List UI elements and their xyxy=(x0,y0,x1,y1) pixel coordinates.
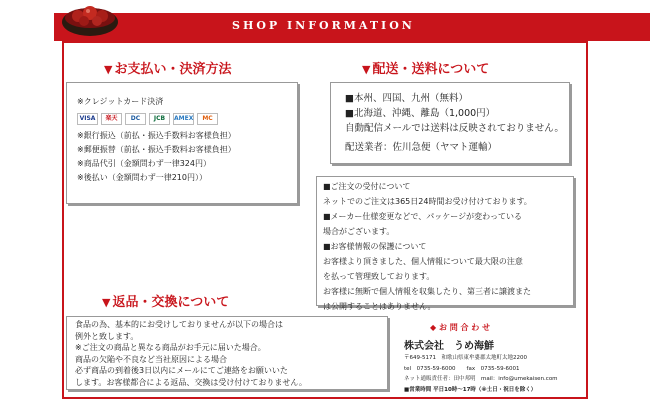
notice-box xyxy=(316,176,574,311)
notice-line: お客様より頂きました、個人情報について最大限の注意 xyxy=(323,257,523,266)
shipping-mainland: ■本州、四国、九州（無料） xyxy=(345,93,468,104)
returns-line: 必ず商品の到着後3日以内にメールにてご連絡をお願いいた xyxy=(75,366,288,375)
mastercard-logo: MC xyxy=(197,113,218,125)
shipping-title-text: 配送・送料について xyxy=(372,62,490,77)
shipping-box xyxy=(330,82,570,164)
notice-line: ネットでのご注文は365日24時間お受け付けております。 xyxy=(323,197,532,206)
returns-line: 商品の欠陥や不良など当社原因による場合 xyxy=(75,354,227,364)
returns-title-text: 返品・交換について xyxy=(112,295,230,310)
returns-box xyxy=(66,316,388,390)
shipping-remote: ■北海道、沖縄、離島（1,000円） xyxy=(345,108,496,119)
payment-box xyxy=(66,82,298,204)
company-name: 株式会社 うめ海鮮 xyxy=(404,341,494,352)
notice-line: は公開することはありません。 xyxy=(323,302,436,311)
company-address: 〒649-5171 和歌山県東牟婁郡太地町太地2200 xyxy=(404,355,527,361)
umeboshi-bowl-icon xyxy=(60,0,120,38)
payment-line: ※郵便振替（前払・振込手数料お客様負担） xyxy=(77,145,236,154)
shipping-carrier: 配送業者：佐川急便（ヤマト運輸） xyxy=(345,142,498,153)
shipping-note: 自動配信メールでは送料は反映されておりません。 xyxy=(345,123,564,134)
rakuten-logo: 楽天 xyxy=(101,113,122,125)
payment-line: ※商品代引（金額問わず一律324円） xyxy=(77,159,211,168)
returns-line: します。お客様都合による返品、交換は受け付けておりません。 xyxy=(75,377,307,387)
notice-line: を払って管理致しております。 xyxy=(323,272,435,281)
notice-line: ■お客様情報の保護について xyxy=(323,242,427,251)
page-title: SHOP INFORMATION xyxy=(232,19,415,32)
returns-line: ※ご注文の商品と異なる商品がお手元に届いた場合。 xyxy=(75,343,266,352)
triangle-down-icon: ▼ xyxy=(102,296,111,309)
notice-line: ■ご注文の受付について xyxy=(323,182,411,191)
company-hours: ■営業時間 平日10時～17時（※土日・祝日を除く） xyxy=(404,386,537,393)
payment-line: ※後払い（金額問わず一律210円）） xyxy=(77,173,207,182)
returns-section-title xyxy=(102,291,229,310)
returns-line: 例外と致します。 xyxy=(75,331,139,341)
payment-section-title xyxy=(104,58,231,77)
payment-line: ※銀行振込（前払・振込手数料お客様負担） xyxy=(77,131,236,140)
triangle-down-icon: ▼ xyxy=(362,63,371,76)
shipping-section-title xyxy=(362,58,489,77)
company-info xyxy=(404,322,558,394)
notice-line: ■メーカー仕様変更などで、パッケージが変わっている xyxy=(323,212,522,221)
amex-logo: AMEX xyxy=(173,113,194,125)
contact-caption: ◆ お 問 合 わ せ xyxy=(430,323,491,332)
credit-card-label: ※クレジットカード決済 xyxy=(77,97,164,106)
company-phone: tel 0735-59-6000 fax 0735-59-6001 xyxy=(404,365,520,372)
visa-logo: VISA xyxy=(77,113,98,125)
notice-line: 場合がございます。 xyxy=(323,227,395,236)
card-logos xyxy=(77,113,297,125)
triangle-down-icon: ▼ xyxy=(104,63,113,76)
header-banner xyxy=(54,13,650,41)
company-email[interactable]: ネット通販責任者：田中邦明 mail：info@umekaisen.com xyxy=(404,376,558,382)
returns-line: 食品の為、基本的にお受けしておりませんが以下の場合は xyxy=(75,320,283,329)
payment-title-text: お支払い・決済方法 xyxy=(114,62,232,77)
dc-logo: DC xyxy=(125,113,146,125)
notice-line: お客様に無断で個人情報を収集したり、第三者に譲渡また xyxy=(323,287,531,296)
jcb-logo: JCB xyxy=(149,113,170,125)
